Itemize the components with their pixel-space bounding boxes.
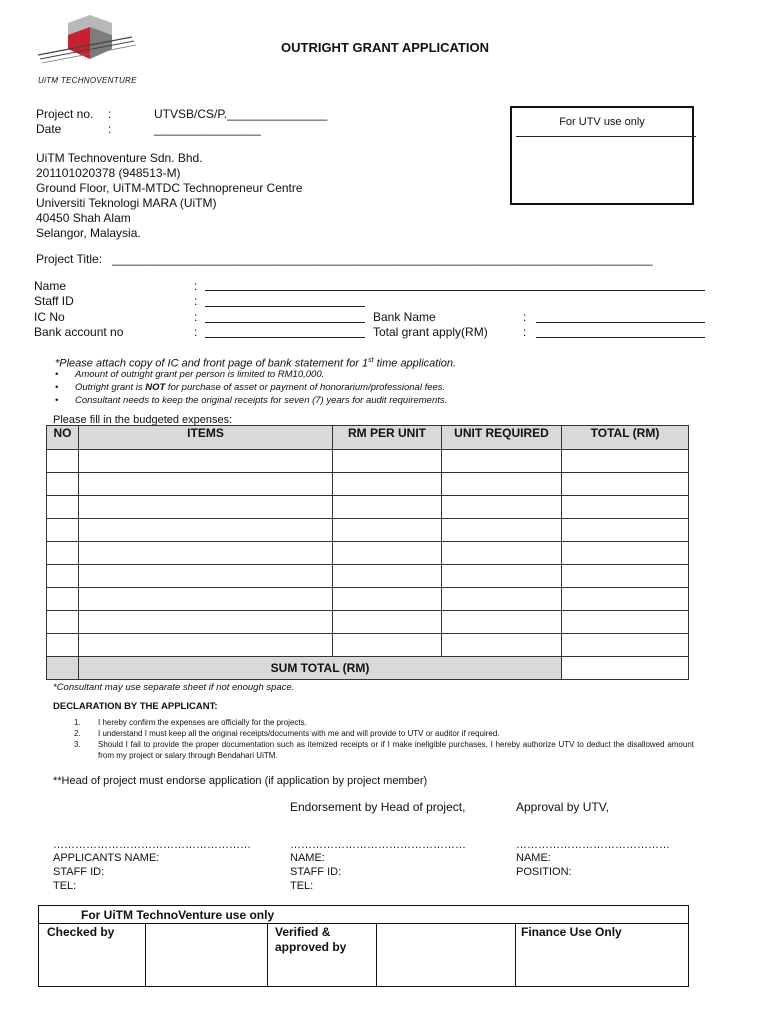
declaration-list	[74, 717, 694, 761]
name-colon: :	[194, 279, 198, 293]
verified-label: Verified &	[275, 925, 331, 939]
cell-no[interactable]	[47, 496, 79, 519]
ic-no-colon: :	[194, 310, 198, 324]
table-row	[47, 634, 689, 657]
declaration-title: DECLARATION BY THE APPLICANT:	[53, 701, 218, 712]
bullet-text: Outright grant is	[75, 382, 146, 393]
address-line: 40450 Shah Alam	[36, 211, 131, 225]
cell-items[interactable]	[79, 450, 333, 473]
office-use-table	[38, 905, 689, 987]
company-address	[36, 151, 303, 241]
project-title-label: Project Title:	[36, 252, 103, 266]
bullet-icon: •	[55, 395, 59, 406]
date-colon: :	[108, 122, 112, 136]
bullet-icon: •	[55, 382, 59, 393]
utv-signature-line[interactable]: ……………………………………	[516, 839, 670, 851]
col-header-items: ITEMS	[79, 426, 333, 450]
head-tel-label: TEL:	[290, 880, 314, 892]
utv-use-only-label: For UTV use only	[559, 116, 645, 128]
project-no-colon: :	[108, 107, 112, 121]
sum-total-row	[47, 657, 689, 680]
cell-total[interactable]	[562, 611, 689, 634]
utv-signature-block	[516, 851, 572, 879]
cell-rm-per-unit[interactable]	[333, 519, 442, 542]
head-staff-id-label: STAFF ID:	[290, 866, 342, 878]
declaration-text: Should I fail to provide the proper documentation such as itemized receipts or if I make ineligible purchases, I hereby authorize UTV to deduct the disallowed amount from my project or salary through Bendahari UiTM.	[98, 740, 694, 760]
bullet-emphasis: NOT	[145, 382, 166, 393]
attach-note-text: *Please attach copy of IC and front page of bank statement for 1	[55, 357, 369, 370]
expenses-footnote: *Consultant may use separate sheet if not enough space.	[53, 682, 295, 693]
table-row	[47, 542, 689, 565]
endorsement-label: Endorsement by Head of project,	[290, 800, 466, 814]
bank-name-colon: :	[523, 310, 527, 324]
office-col-divider	[145, 923, 146, 986]
bullet-item	[55, 369, 447, 381]
cell-total[interactable]	[562, 496, 689, 519]
applicant-name-label: APPLICANTS NAME:	[53, 852, 160, 864]
cell-rm-per-unit[interactable]	[333, 542, 442, 565]
cell-no[interactable]	[47, 473, 79, 496]
table-header-row	[47, 426, 689, 450]
col-header-rm-per-unit: RM PER UNIT	[333, 426, 442, 450]
cell-unit-required[interactable]	[442, 611, 562, 634]
col-header-unit-required: UNIT REQUIRED	[442, 426, 562, 450]
cell-rm-per-unit[interactable]	[333, 496, 442, 519]
cell-unit-required[interactable]	[442, 450, 562, 473]
bullet-icon: •	[55, 369, 59, 380]
logo-caption: UiTM TECHNOVENTURE	[38, 76, 137, 85]
applicant-signature-block	[53, 851, 159, 893]
table-row	[47, 565, 689, 588]
declaration-text: I hereby confirm the expenses are officially for the projects.	[98, 718, 307, 727]
declaration-text: I understand I must keep all the original receipts/documents with me and will provide to UTV or auditor if required.	[98, 729, 500, 738]
expenses-intro: Please fill in the budgeted expenses:	[53, 414, 233, 426]
approved-by-label: approved by	[275, 940, 347, 954]
table-row	[47, 611, 689, 634]
head-name-label: NAME:	[290, 852, 325, 864]
table-row	[47, 519, 689, 542]
total-grant-field[interactable]	[536, 337, 705, 338]
declaration-item	[74, 728, 694, 739]
cell-items[interactable]	[79, 473, 333, 496]
date-label: Date	[36, 122, 62, 136]
project-no-field[interactable]: UTVSB/CS/P._______________	[154, 107, 328, 121]
declaration-item	[74, 739, 694, 761]
bank-account-field[interactable]	[205, 337, 365, 338]
cell-rm-per-unit[interactable]	[333, 565, 442, 588]
bullet-text: for purchase of asset or payment of honorarium/professional fees.	[165, 382, 446, 393]
sum-total-label: SUM TOTAL (RM)	[79, 657, 562, 680]
cell-total[interactable]	[562, 519, 689, 542]
cell-no[interactable]	[47, 519, 79, 542]
cell-total[interactable]	[562, 565, 689, 588]
applicant-tel-label: TEL:	[53, 880, 77, 892]
applicant-staff-id-label: STAFF ID:	[53, 866, 105, 878]
finance-use-label: Finance Use Only	[521, 925, 622, 939]
sum-total-value[interactable]	[562, 657, 689, 680]
cell-no[interactable]	[47, 542, 79, 565]
approval-label: Approval by UTV,	[516, 800, 609, 814]
staff-id-label: Staff ID	[34, 294, 74, 308]
cell-items[interactable]	[79, 588, 333, 611]
cell-unit-required[interactable]	[442, 588, 562, 611]
table-row	[47, 496, 689, 519]
head-signature-line[interactable]: …………………………………………	[290, 839, 466, 851]
address-line: Ground Floor, UiTM-MTDC Technopreneur Centre	[36, 181, 303, 195]
office-col-divider	[376, 923, 377, 986]
cell-items[interactable]	[79, 611, 333, 634]
utv-name-label: NAME:	[516, 852, 551, 864]
address-line: Selangor, Malaysia.	[36, 226, 141, 240]
bullet-item	[55, 395, 447, 407]
cell-unit-required[interactable]	[442, 634, 562, 657]
cell-unit-required[interactable]	[442, 496, 562, 519]
cell-no[interactable]	[47, 634, 79, 657]
table-row	[47, 588, 689, 611]
cell-total[interactable]	[562, 473, 689, 496]
table-row	[47, 473, 689, 496]
bank-name-field[interactable]	[536, 322, 705, 323]
office-col-divider	[267, 923, 268, 986]
cell-rm-per-unit[interactable]	[333, 611, 442, 634]
date-field[interactable]: ________________	[154, 122, 261, 136]
office-use-header	[39, 906, 688, 924]
utv-box-rule	[516, 136, 696, 137]
cell-rm-per-unit[interactable]	[333, 450, 442, 473]
address-line: Universiti Teknologi MARA (UiTM)	[36, 196, 217, 210]
attach-note-end: time application.	[373, 357, 457, 370]
cell-no[interactable]	[47, 588, 79, 611]
bank-account-label: Bank account no	[34, 325, 124, 339]
project-title-field[interactable]: _________________________________________________________________________________	[112, 252, 653, 266]
head-signature-block	[290, 851, 341, 893]
endorse-note: **Head of project must endorse application (if application by project member)	[53, 775, 428, 787]
checked-by-label: Checked by	[47, 925, 115, 939]
table-row	[47, 450, 689, 473]
attach-note-sup: st	[368, 357, 374, 364]
applicant-signature-line[interactable]: ………………………………………………	[53, 839, 251, 851]
total-grant-colon: :	[523, 325, 527, 339]
name-label: Name	[34, 279, 67, 293]
bullet-list	[55, 369, 447, 407]
bank-account-colon: :	[194, 325, 198, 339]
cell-rm-per-unit[interactable]	[333, 634, 442, 657]
ic-no-field[interactable]	[205, 322, 365, 323]
cell-items[interactable]	[79, 496, 333, 519]
cell-rm-per-unit[interactable]	[333, 473, 442, 496]
cell-unit-required[interactable]	[442, 473, 562, 496]
staff-id-field[interactable]	[205, 306, 365, 307]
name-field[interactable]	[205, 290, 705, 291]
cell-total[interactable]	[562, 634, 689, 657]
declaration-num: 3.	[74, 740, 81, 749]
cell-no[interactable]	[47, 611, 79, 634]
utv-use-only-box	[510, 106, 694, 205]
cell-total[interactable]	[562, 450, 689, 473]
cell-unit-required[interactable]	[442, 519, 562, 542]
bullet-item	[55, 382, 447, 394]
cell-total[interactable]	[562, 542, 689, 565]
cell-no[interactable]	[47, 450, 79, 473]
cell-no-shaded	[47, 657, 79, 680]
cell-rm-per-unit[interactable]	[333, 588, 442, 611]
cell-items[interactable]	[79, 519, 333, 542]
declaration-num: 2.	[74, 729, 81, 738]
utv-position-label: POSITION:	[516, 866, 572, 878]
cell-items[interactable]	[79, 565, 333, 588]
cell-unit-required[interactable]	[442, 565, 562, 588]
total-grant-label: Total grant apply(RM)	[373, 325, 488, 339]
office-use-title: For UiTM TechnoVenture use only	[81, 908, 275, 922]
bullet-text: Amount of outright grant per person is limited to RM10,000.	[75, 369, 325, 380]
cell-unit-required[interactable]	[442, 542, 562, 565]
col-header-total: TOTAL (RM)	[562, 426, 689, 450]
address-line: 201101020378 (948513-M)	[36, 166, 181, 180]
expenses-table	[46, 425, 689, 680]
address-line: UiTM Technoventure Sdn. Bhd.	[36, 151, 203, 165]
cell-items[interactable]	[79, 542, 333, 565]
bullet-text: Consultant needs to keep the original receipts for seven (7) years for audit requirements.	[75, 395, 448, 406]
verified-approved-label	[275, 925, 346, 955]
project-no-label: Project no.	[36, 107, 94, 121]
bank-name-label: Bank Name	[373, 310, 436, 324]
office-col-divider	[515, 923, 516, 986]
ic-no-label: IC No	[34, 310, 65, 324]
col-header-no: NO	[47, 426, 79, 450]
declaration-num: 1.	[74, 718, 81, 727]
page-title: OUTRIGHT GRANT APPLICATION	[281, 40, 489, 55]
cell-total[interactable]	[562, 588, 689, 611]
cell-items[interactable]	[79, 634, 333, 657]
staff-id-colon: :	[194, 294, 198, 308]
cell-no[interactable]	[47, 565, 79, 588]
declaration-item	[74, 717, 694, 728]
